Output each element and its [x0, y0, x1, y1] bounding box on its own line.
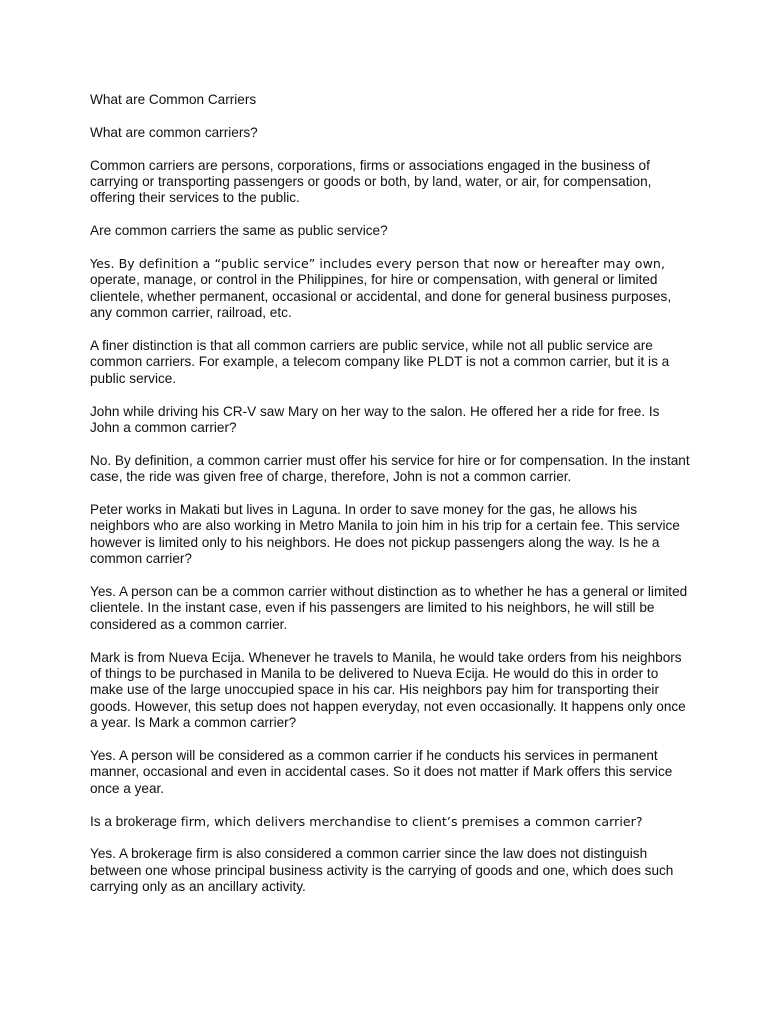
- question-mark: Mark is from Nueva Ecija. Whenever he travels to Manila, he would take orders from his neighbors of things to be purchased in Manila to be delivered to Nueva Ecija. He would do this in order to make use of the large unoccupied space in his car. His neighbors pay him for transporting their goods. However, this setup does not happen everyday, not even occasionally. It happens only once a year. Is Mark a common carrier?: [90, 649, 686, 731]
- document-title: What are Common Carriers: [90, 92, 257, 107]
- answer-public-service: [90, 256, 690, 322]
- answer-definition: Common carriers are persons, corporations, firms or associations engaged in the business of carrying or transporting passengers or goods or both, by land, water, or air, for compensation, offering their services to the public.: [90, 157, 652, 206]
- answer-public-service-rest: operate, manage, or control in the Philippines, for hire or compensation, with general or limited clientele, whether permanent, occasional or accidental, and done for general business purposes, any common carrier, railroad, etc.: [90, 272, 672, 321]
- answer-john: No. By definition, a common carrier must offer his service for hire or for compensation. In the instant case, the ride was given free of charge, therefore, John is not a common carrier.: [90, 452, 690, 485]
- answer-public-service-lead: Yes. By definition a “public service” includes every person that now or hereafter may own,: [90, 256, 665, 271]
- answer-brokerage: Yes. A brokerage firm is also considered a common carrier since the law does not distinguish between one whose principal business activity is the carrying of goods and one, which does such carrying only as an ancillary activity.: [90, 846, 674, 895]
- question-brokerage-lead: Is a brokerage: [90, 813, 177, 829]
- question-john: John while driving his CR-V saw Mary on her way to the salon. He offered her a ride for free. Is John a common carrier?: [90, 403, 660, 436]
- question-brokerage-rest: firm, which delivers merchandise to client’s premises a common carrier?: [180, 813, 643, 829]
- question-what-are-common-carriers: What are common carriers?: [90, 124, 258, 140]
- document-page: [90, 92, 690, 912]
- finer-distinction-paragraph: A finer distinction is that all common carriers are public service, while not all public service are common carriers. For example, a telecom company like PLDT is not a common carrier, but it is a public service.: [90, 338, 670, 386]
- question-brokerage: [90, 814, 690, 830]
- question-public-service: Are common carriers the same as public service?: [90, 223, 388, 239]
- answer-peter: Yes. A person can be a common carrier without distinction as to whether he has a general or limited clientele. In the instant case, even if his passengers are limited to his neighbors, he will still be considered as a common carrier.: [90, 584, 688, 632]
- answer-mark: Yes. A person will be considered as a common carrier if he conducts his services in permanent manner, occasional and even in accidental cases. So it does not matter if Mark offers this service once a year.: [90, 748, 673, 796]
- question-peter: Peter works in Makati but lives in Laguna. In order to save money for the gas, he allows his neighbors who are also working in Metro Manila to join him in his trip for a certain fee. This service however is limited only to his neighbors. He does not pickup passengers along the way. Is he a common carrier?: [90, 502, 680, 567]
